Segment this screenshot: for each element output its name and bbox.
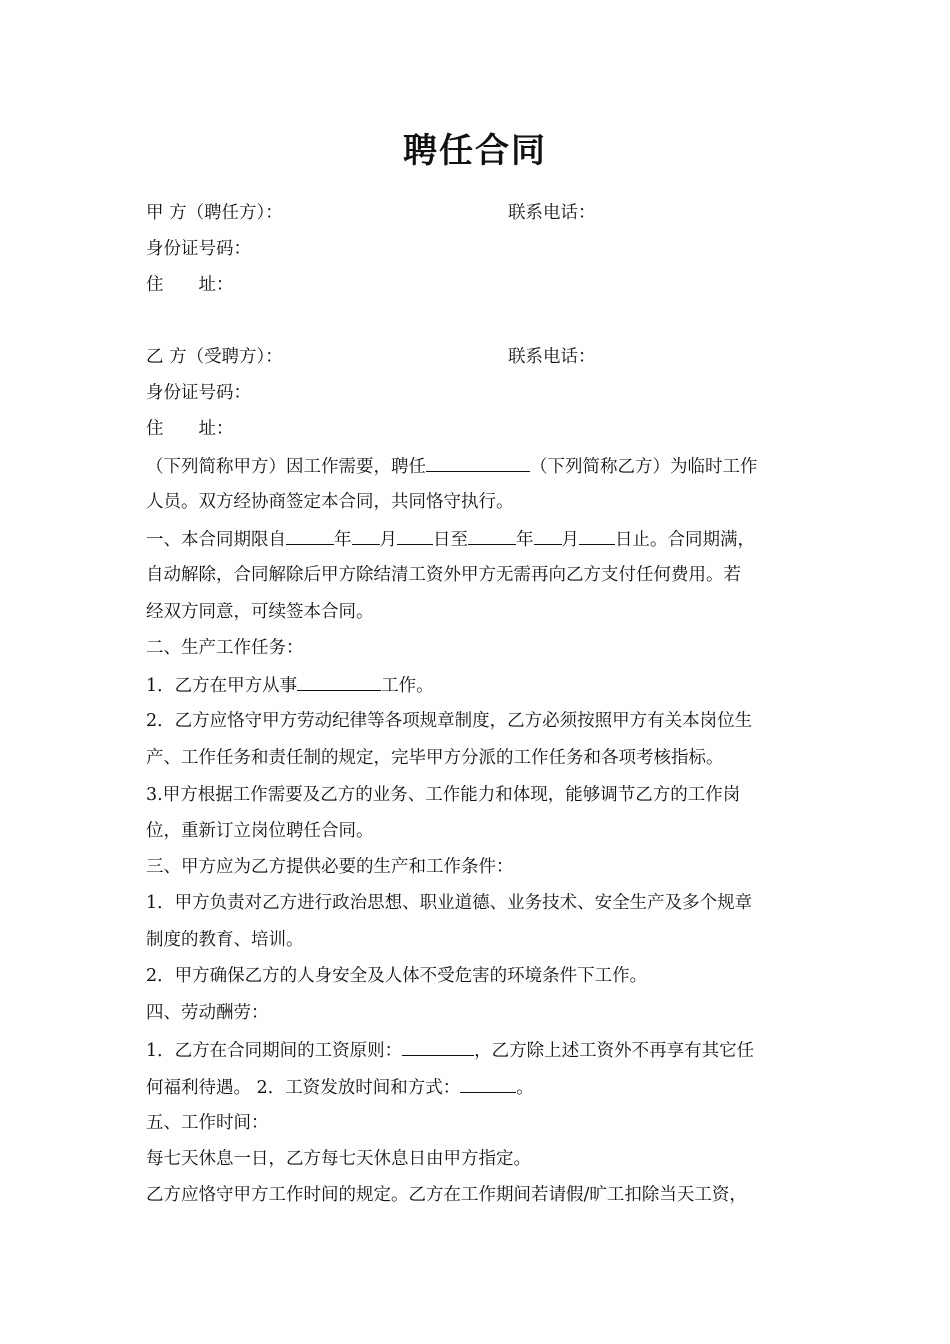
- section-5-paragraph-2: 乙方应恪守甲方工作时间的规定。乙方在工作期间若请假/旷工扣除当天工资，: [146, 1185, 747, 1205]
- start-month-blank: [352, 526, 380, 545]
- start-year-blank: [286, 526, 334, 545]
- end-day-blank: [579, 526, 615, 545]
- day-end-label: 日止。合同期满，: [615, 530, 755, 550]
- document-title: 聘任合同: [403, 131, 547, 171]
- section-2-item-1: [146, 672, 816, 698]
- section-1-line-3: 经双方同意，可续签本合同。: [146, 602, 374, 622]
- party-a-label: 甲 方（聘任方）：: [146, 203, 283, 223]
- intro-line-2: 人员。双方经协商签定本合同，共同恪守执行。: [146, 492, 514, 512]
- payment-method-blank: [460, 1074, 516, 1093]
- section-3-heading: 三、甲方应为乙方提供必要的生产和工作条件：: [146, 857, 514, 877]
- section-4-item-1-end: ，乙方除上述工资外不再享有其它任: [474, 1041, 755, 1061]
- party-b-phone-label: 联系电话：: [508, 347, 596, 367]
- section-4-line-2: [146, 1074, 816, 1100]
- month-label: 月: [561, 530, 579, 550]
- job-blank: [297, 672, 381, 691]
- section-4-heading: 四、劳动酬劳：: [146, 1003, 269, 1023]
- year-label: 年: [334, 530, 352, 550]
- party-b-label: 乙 方（受聘方）：: [146, 347, 283, 367]
- section-1-line-2: 自动解除，合同解除后甲方除结清工资外甲方无需再向乙方支付任何费用。若: [146, 565, 741, 585]
- party-a-id-label: 身份证号码：: [146, 239, 251, 259]
- end-month-blank: [534, 526, 562, 545]
- day-to-label: 日至: [433, 530, 468, 550]
- end-year-blank: [468, 526, 516, 545]
- section-2-item-2-line-2: 产、工作任务和责任制的规定，完毕甲方分派的工作任务和各项考核指标。: [146, 748, 724, 768]
- party-a-address-label: 住 址：: [146, 275, 234, 295]
- section-2-item-3-line-1: 3.甲方根据工作需要及乙方的业务、工作能力和体现，能够调节乙方的工作岗: [146, 785, 741, 805]
- party-b-address-label: 住 址：: [146, 419, 234, 439]
- section-5-paragraph-1: 每七天休息一日，乙方每七天休息日由甲方指定。: [146, 1149, 531, 1169]
- start-day-blank: [397, 526, 433, 545]
- section-4-line-2-end: 。: [516, 1078, 534, 1098]
- section-2-item-2-line-1: 2．乙方应恪守甲方劳动纪律等各项规章制度，乙方必须按照甲方有关本岗位生: [146, 711, 753, 731]
- section-1-text: 一、本合同期限自: [146, 530, 286, 550]
- section-3-item-1-line-2: 制度的教育、培训。: [146, 930, 304, 950]
- section-2-heading: 二、生产工作任务：: [146, 638, 304, 658]
- section-3-item-1-line-1: 1．甲方负责对乙方进行政治思想、职业道德、业务技术、安全生产及多个规章: [146, 893, 753, 913]
- intro-line-1: [146, 453, 816, 479]
- party-b-id-label: 身份证号码：: [146, 383, 251, 403]
- intro-text-b: （下列简称乙方）为临时工作: [530, 457, 758, 477]
- section-1-line-1: [146, 526, 816, 552]
- section-3-item-2: 2．甲方确保乙方的人身安全及人体不受危害的环境条件下工作。: [146, 966, 648, 986]
- wage-standard-blank: [402, 1037, 474, 1056]
- section-2-item-1-end: 工作。: [381, 676, 434, 696]
- month-label: 月: [379, 530, 397, 550]
- section-4-item-1-text: 1．乙方在合同期间的工资原则：: [146, 1041, 403, 1061]
- section-4-item-1: [146, 1037, 816, 1063]
- appointee-name-blank: [426, 453, 530, 472]
- section-2-item-3-line-2: 位，重新订立岗位聘任合同。: [146, 821, 374, 841]
- section-2-item-1-text: 1．乙方在甲方从事: [146, 676, 298, 696]
- section-4-line-2-text: 何福利待遇。 2．工资发放时间和方式：: [146, 1078, 461, 1098]
- intro-text-a: （下列简称甲方）因工作需要，聘任: [146, 457, 426, 477]
- year-label: 年: [516, 530, 534, 550]
- section-5-heading: 五、工作时间：: [146, 1113, 269, 1133]
- party-a-phone-label: 联系电话：: [508, 203, 596, 223]
